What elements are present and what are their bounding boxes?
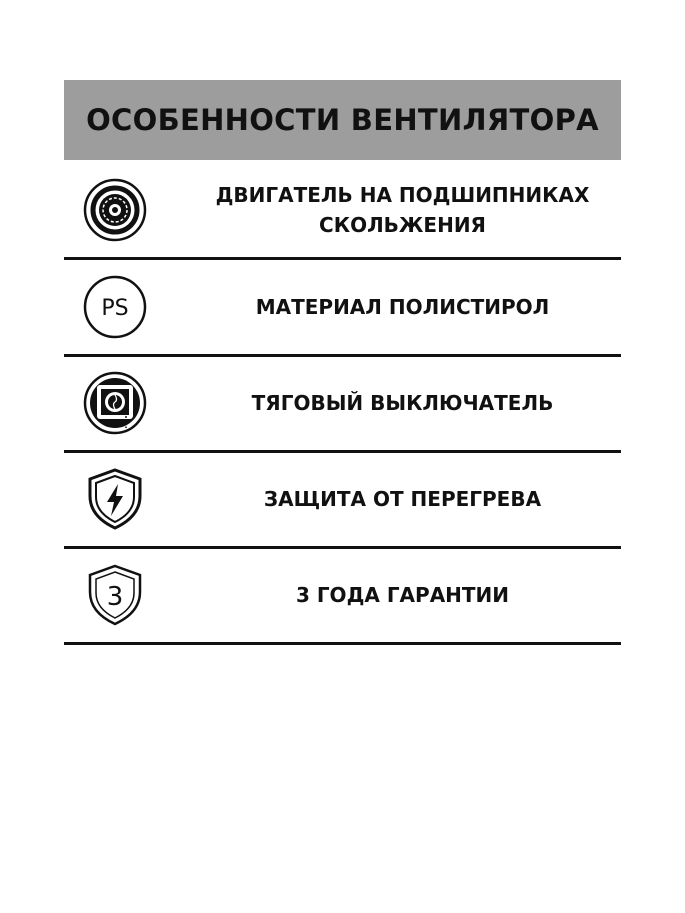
feature-label-switch: ТЯГОВЫЙ ВЫКЛЮЧАТЕЛЬ — [251, 391, 554, 415]
features-header — [64, 80, 621, 160]
feature-label-material: МАТЕРИАЛ ПОЛИСТИРОЛ — [255, 295, 550, 319]
feature-row-overheat — [64, 452, 621, 549]
pull-switch-fan-icon — [82, 370, 148, 436]
feature-label-overheat: ЗАЩИТА ОТ ПЕРЕГРЕВА — [263, 487, 542, 511]
feature-row-material — [64, 260, 621, 357]
feature-row-warranty — [64, 548, 621, 645]
ps-material-icon — [82, 274, 148, 340]
feature-label-bearing: ДВИГАТЕЛЬ НА ПОДШИПНИКАХ СКОЛЬЖЕНИЯ — [215, 183, 590, 237]
feature-row-bearing — [64, 163, 621, 260]
lightning-shield-icon — [82, 466, 148, 532]
feature-label-warranty: 3 ГОДА ГАРАНТИИ — [295, 583, 510, 607]
ps-icon-text: PS — [101, 296, 129, 321]
warranty-icon-text: 3 — [106, 582, 124, 612]
bearing-motor-icon — [82, 177, 148, 243]
feature-row-switch — [64, 356, 621, 453]
warranty-shield-icon — [82, 562, 148, 628]
header-title: ОСОБЕННОСТИ ВЕНТИЛЯТОРА — [86, 103, 599, 137]
